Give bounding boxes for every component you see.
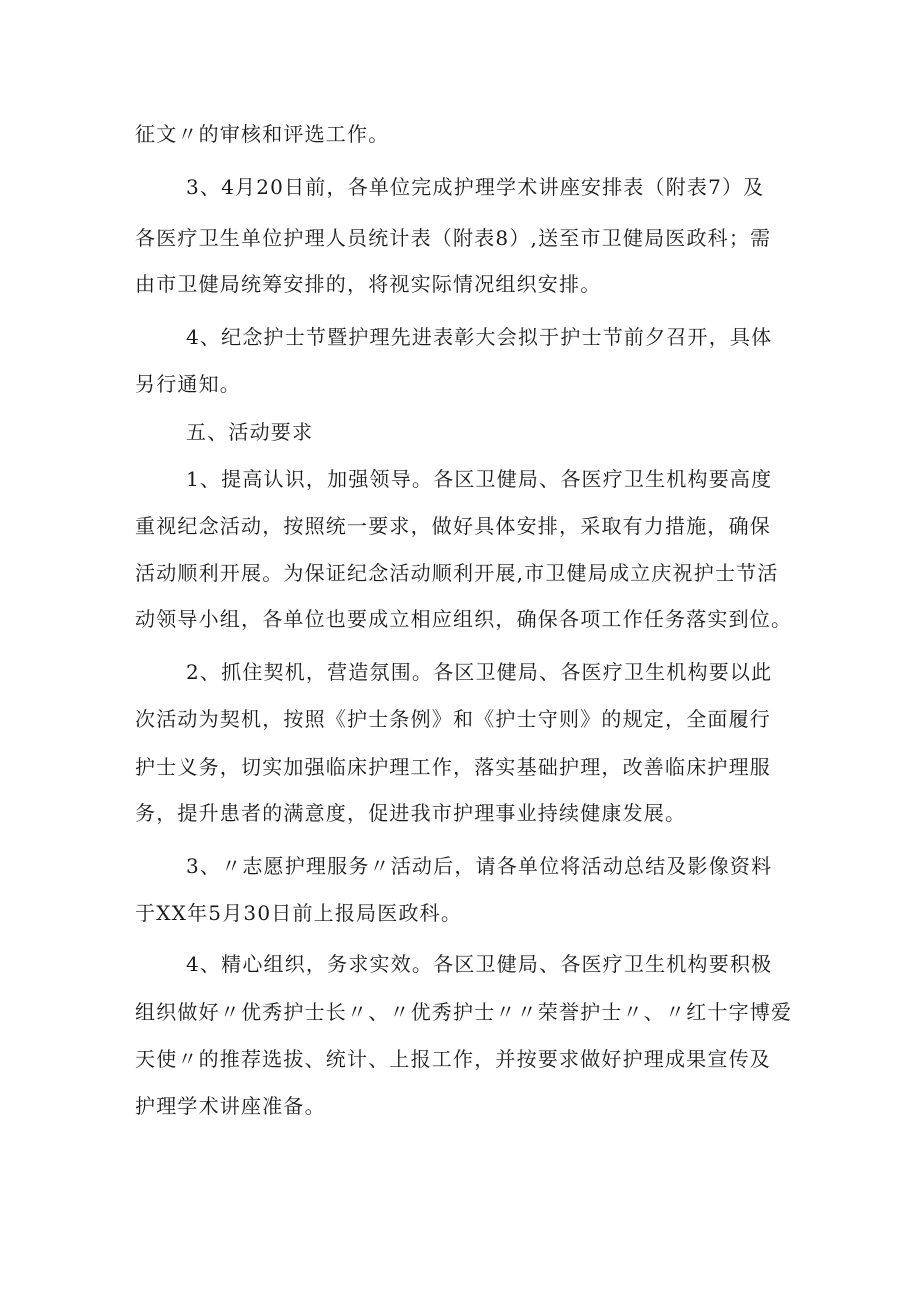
text-line: 4、纪念护士节暨护理先进表彰大会拟于护士节前夕召开，具体: [186, 325, 773, 349]
text-line: 动领导小组，各单位也要成立相应组织，确保各项工作任务落实到位。: [135, 607, 793, 631]
text-line: 组织做好〃优秀护士长〃、〃优秀护士〃〃荣誉护士〃、〃红十字博爱: [135, 1000, 793, 1024]
text-line: 重视纪念活动，按照统一要求，做好具体安排，采取有力措施，确保: [135, 514, 771, 538]
text-line: 次活动为契机，按照《护士条例》和《护士守则》的规定，全面履行: [135, 707, 771, 731]
text-line: 天使〃的推荐选拔、统计、上报工作，并按要求做好护理成果宣传及: [135, 1047, 771, 1071]
text-line: 1、提高认识，加强领导。各区卫健局、各医疗卫生机构要高度: [186, 467, 773, 491]
text-line: 另行通知。: [135, 372, 241, 396]
text-line: 各医疗卫生单位护理人员统计表（附表8）,送至市卫健局医政科；需: [135, 226, 772, 250]
text-line: 2、抓住契机，营造氛围。各区卫健局、各医疗卫生机构要以此: [186, 660, 773, 684]
text-line: 活动顺利开展。为保证纪念活动顺利开展,市卫健局成立庆祝护士节活: [135, 561, 779, 585]
text-line: 于XX年5月30日前上报局医政科。: [135, 901, 463, 925]
text-line: 护理学术讲座准备。: [135, 1094, 326, 1118]
text-line: 务，提升患者的满意度，促进我市护理事业持续健康发展。: [135, 801, 687, 825]
section-heading: 五、活动要求: [186, 420, 314, 444]
text-line: 4、精心组织，务求实效。各区卫健局、各医疗卫生机构要积极: [186, 952, 773, 976]
text-line: 3、〃志愿护理服务〃活动后，请各单位将活动总结及影像资料: [186, 854, 773, 878]
text-line: 护士义务，切实加强临床护理工作，落实基础护理，改善临床护理服: [135, 755, 771, 779]
text-line: 征文〃的审核和评选工作。: [135, 122, 390, 146]
text-line: 由市卫健局统筹安排的，将视实际情况组织安排。: [135, 272, 602, 296]
text-line: 3、4月20日前，各单位完成护理学术讲座安排表（附表7）及: [186, 175, 765, 199]
